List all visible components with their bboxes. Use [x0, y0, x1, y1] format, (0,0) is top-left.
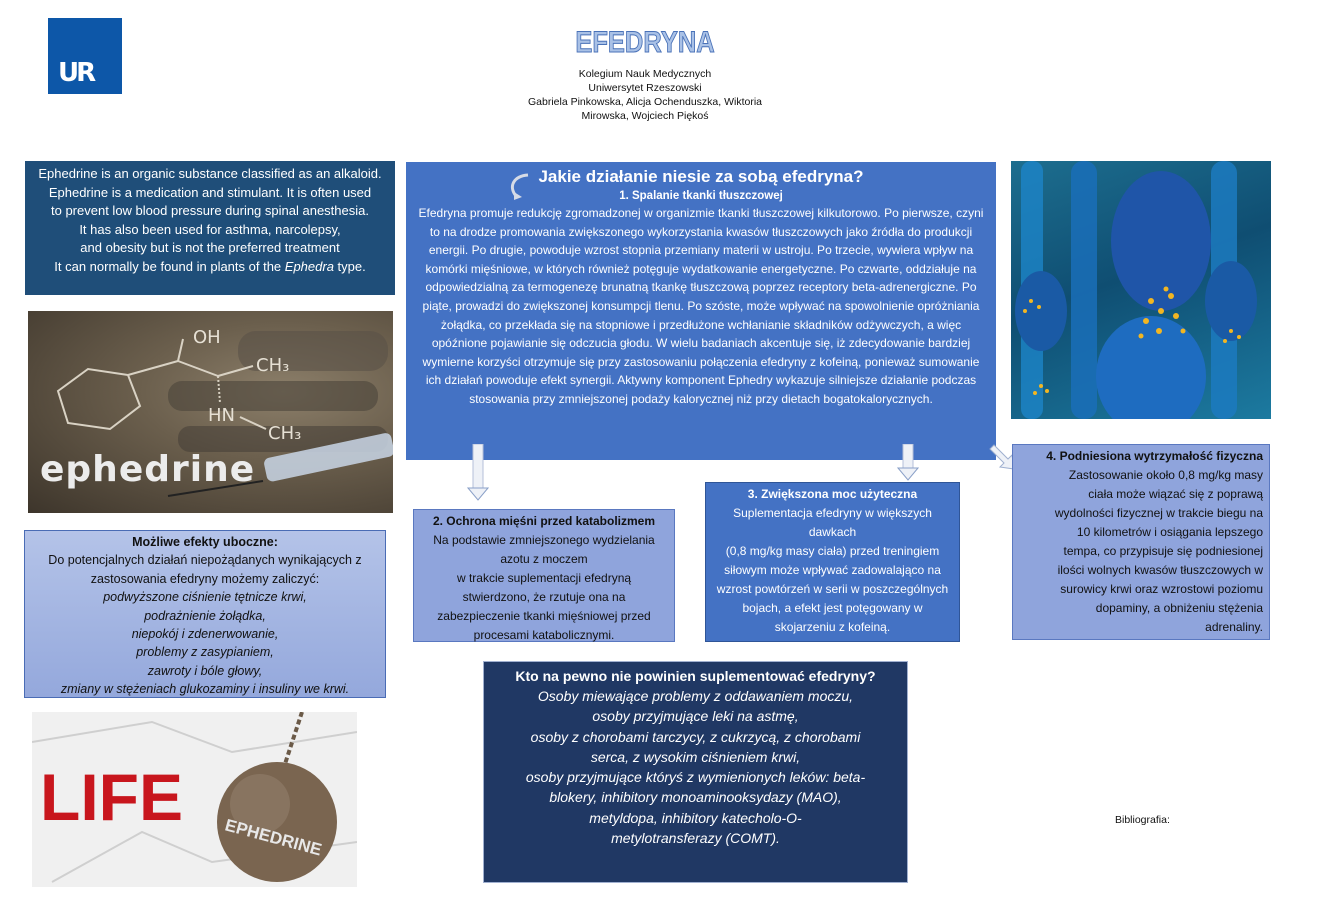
subtitle-line: Kolegium Nauk Medycznych — [578, 68, 712, 80]
arrow-down-icon — [897, 444, 919, 482]
neuron-synapse-image — [1011, 161, 1271, 419]
contraindication-line: metyldopa, inhibitory katecholo-O- — [589, 809, 802, 826]
intro-line: to prevent low blood pressure during spinal anesthesia. — [51, 203, 369, 218]
subtitle-line: Mirowska, Wojciech Piękoś — [581, 110, 709, 122]
intro-text: It can normally be found in plants of the — [54, 258, 285, 274]
section1-title: 1. Spalanie tkanki tłuszczowej — [619, 190, 783, 202]
box4-line: 10 kilometrów i osiągania lepszego — [1076, 525, 1263, 539]
box4-line: dopaminy, a obniżeniu stężenia — [1095, 601, 1263, 615]
box2-line: stwierdzono, że rzutuje ona na — [462, 590, 626, 604]
side-effect-text: podrażnienie żołądka, — [144, 608, 266, 623]
side-effects-title: Możliwe efekty uboczne: — [132, 535, 278, 549]
side-effect-item — [27, 680, 383, 698]
intro-line: Ephedrine is an organic substance classified as an alkaloid. — [38, 166, 382, 181]
side-effect-item — [27, 607, 383, 625]
curved-arrow-icon — [506, 172, 532, 202]
contraindication-line: blokery, inhibitory monoaminooksydazy (MAO), — [549, 789, 842, 806]
intro-box — [25, 161, 395, 295]
intro-line: and obesity but is not the preferred treatment — [80, 240, 340, 255]
ephedra-italic: Ephedra — [284, 258, 334, 274]
side-effect-text: problemy z zasypianiem, — [136, 645, 274, 660]
box4-line: ilości wolnych kwasów tłuszczowych w — [1057, 563, 1263, 577]
endurance-box — [1012, 444, 1270, 640]
box2-line: azotu z moczem — [500, 552, 588, 566]
synapse-drawing — [1011, 161, 1271, 419]
subtitle-line: Uniwersytet Rzeszowski — [588, 82, 702, 94]
life-wrecking-ball-image — [32, 712, 357, 887]
box2-line: procesami katabolicznymi. — [473, 628, 615, 642]
bibliography-label: Bibliografia: — [1115, 814, 1170, 826]
side-effects-intro: zastosowania efedryny możemy zaliczyć: — [90, 571, 320, 586]
poster-subtitle — [440, 67, 850, 123]
side-effect-item — [27, 625, 383, 643]
side-effect-text: zawroty i bóle głowy, — [147, 663, 263, 678]
increased-power-box — [705, 482, 960, 642]
contraindications-title: Kto na pewno nie powinien suplementować efedryny? — [515, 668, 876, 684]
box3-line: Suplementacja efedryny w większych — [733, 506, 932, 520]
life-word: LIFE — [40, 760, 183, 834]
box2-title: 2. Ochrona mięśni przed katabolizmem — [432, 514, 656, 528]
contraindication-line: metylotransferazy (COMT). — [611, 830, 780, 847]
main-question: Jakie działanie niesie za sobą efedryna? — [538, 167, 864, 186]
university-logo — [48, 18, 122, 94]
box4-line: adrenaliny. — [1205, 620, 1263, 634]
contraindication-line: serca, z wysokim ciśnieniem krwi, — [590, 748, 801, 765]
intro-line — [29, 258, 391, 277]
box3-line: siłowym może wpływać zadowalająco na — [724, 563, 941, 577]
box3-line: wzrost powtórzeń w serii w poszczególnych — [716, 582, 949, 596]
formula-oh: OH — [193, 327, 221, 348]
contraindication-line: osoby przyjmujące któryś z wymienionych leków: beta- — [525, 769, 866, 786]
intro-line: Ephedrine is a medication and stimulant. It is often used — [48, 184, 372, 200]
formula-ch3: CH₃ — [268, 423, 302, 444]
section1-body: Efedryna promuje redukcję zgromadzonej w organizmie tkanki tłuszczowej kilkutorowo. Po pierwsze, czyni to na drodze promowania zwiększonego wykorzystania kwasów tłuszczowych jako źródła do produkcji energii. Po drugie, powoduje wzrost stopnia przemiany materii w ustroju. Po trzecie, wywiera wpływ na komórki mięśniowe, w których również potęguje wydatkowanie energetyczne. Po czwarte, oddziałuje na odpowiedzialną za termogenezę brunatną tkankę tłuszczową poprzez receptory beta-adrenergiczne. Po piąte, prowadzi do zwiększonej konsumpcji tlenu. Po szóste, może wpływać na spowolnienie opróżniania żołądka, co przekłada się na stopniowe i przedłużone wchłanianie składników odżywczych, a więc opóźnione pojawianie się odczucia głodu. W wielu badaniach akcentuje się, iż zdecydowanie bardziej wymierne korzyści otrzymuje się przy zastosowaniu połączenia efedryny z kofeiną, ponieważ sumowanie ich działań powoduje efekt synergii. Aktywny komponent Ephedry wykazuje silniejsze działanie podczas stosowania przy zmniejszonej podaży kalorycznej niż przy dietach bogatokalorycznych. — [418, 206, 984, 406]
intro-text: type. — [333, 258, 366, 274]
logo-text: UR — [58, 58, 94, 88]
box4-line: wydolności fizycznej w trakcie biegu na — [1054, 506, 1263, 520]
contraindication-line: osoby przyjmujące leki na astmę, — [592, 708, 799, 725]
box2-line: zabezpieczenie tkanki mięśniowej przed — [437, 609, 651, 623]
box3-line: dawkach — [808, 525, 857, 539]
formula-hn: HN — [208, 405, 235, 426]
box3-title: 3. Zwiększona moc użyteczna — [747, 487, 918, 501]
box4-title: 4. Podniesiona wytrzymałość fizyczna — [1046, 449, 1263, 463]
box2-line: Na podstawie zmniejszonego wydzielania — [433, 533, 655, 547]
main-effects-box — [406, 162, 996, 460]
side-effect-item — [27, 588, 383, 606]
ball-word: EPHEDRINE — [222, 815, 324, 860]
box3-line: (0,8 mg/kg masy ciała) przed treningiem — [725, 544, 940, 558]
box3-line: skojarzeniu z kofeiną. — [774, 620, 891, 634]
side-effects-intro: Do potencjalnych działań niepożądanych wynikających z — [48, 553, 362, 568]
poster-title: EFEDRYNA — [575, 26, 715, 59]
wrecking-ball-drawing — [32, 712, 357, 887]
side-effect-item — [27, 662, 383, 680]
box4-line: surowicy krwi oraz wzrostowi poziomu — [1060, 582, 1263, 596]
side-effect-text: zmiany w stężeniach glukozaminy i insuliny we krwi. — [60, 682, 350, 697]
contraindication-line: Osoby miewające problemy z oddawaniem moczu, — [537, 688, 854, 704]
box4-line: Zastosowanie około 0,8 mg/kg masy — [1068, 468, 1263, 482]
ephedrine-label: ephedrine — [40, 449, 256, 490]
box4-line: tempa, co przypisuje się podniesionej — [1063, 544, 1263, 558]
contraindications-box — [483, 661, 908, 883]
intro-line: It has also been used for asthma, narcolepsy, — [79, 221, 341, 237]
formula-ch3: CH₃ — [256, 355, 290, 376]
contraindication-line: osoby z chorobami tarczycy, z cukrzycą, z chorobami — [530, 728, 861, 745]
side-effect-text: niepokój i zdenerwowanie, — [131, 627, 279, 642]
ephedrine-syringe-image — [28, 311, 393, 513]
side-effect-item — [27, 643, 383, 661]
arrow-down-icon — [467, 444, 489, 502]
subtitle-line: Gabriela Pinkowska, Alicja Ochenduszka, Wiktoria — [527, 96, 762, 108]
box4-line: ciała może wiązać się z poprawą — [1088, 487, 1263, 501]
side-effect-text: podwyższone ciśnienie tętnicze krwi, — [103, 590, 307, 605]
box2-line: w trakcie suplementacji efedryną — [456, 571, 632, 585]
box3-line: bojach, a efekt jest potęgowany w — [742, 601, 923, 615]
side-effects-box — [24, 530, 386, 698]
muscle-protection-box — [413, 509, 675, 642]
